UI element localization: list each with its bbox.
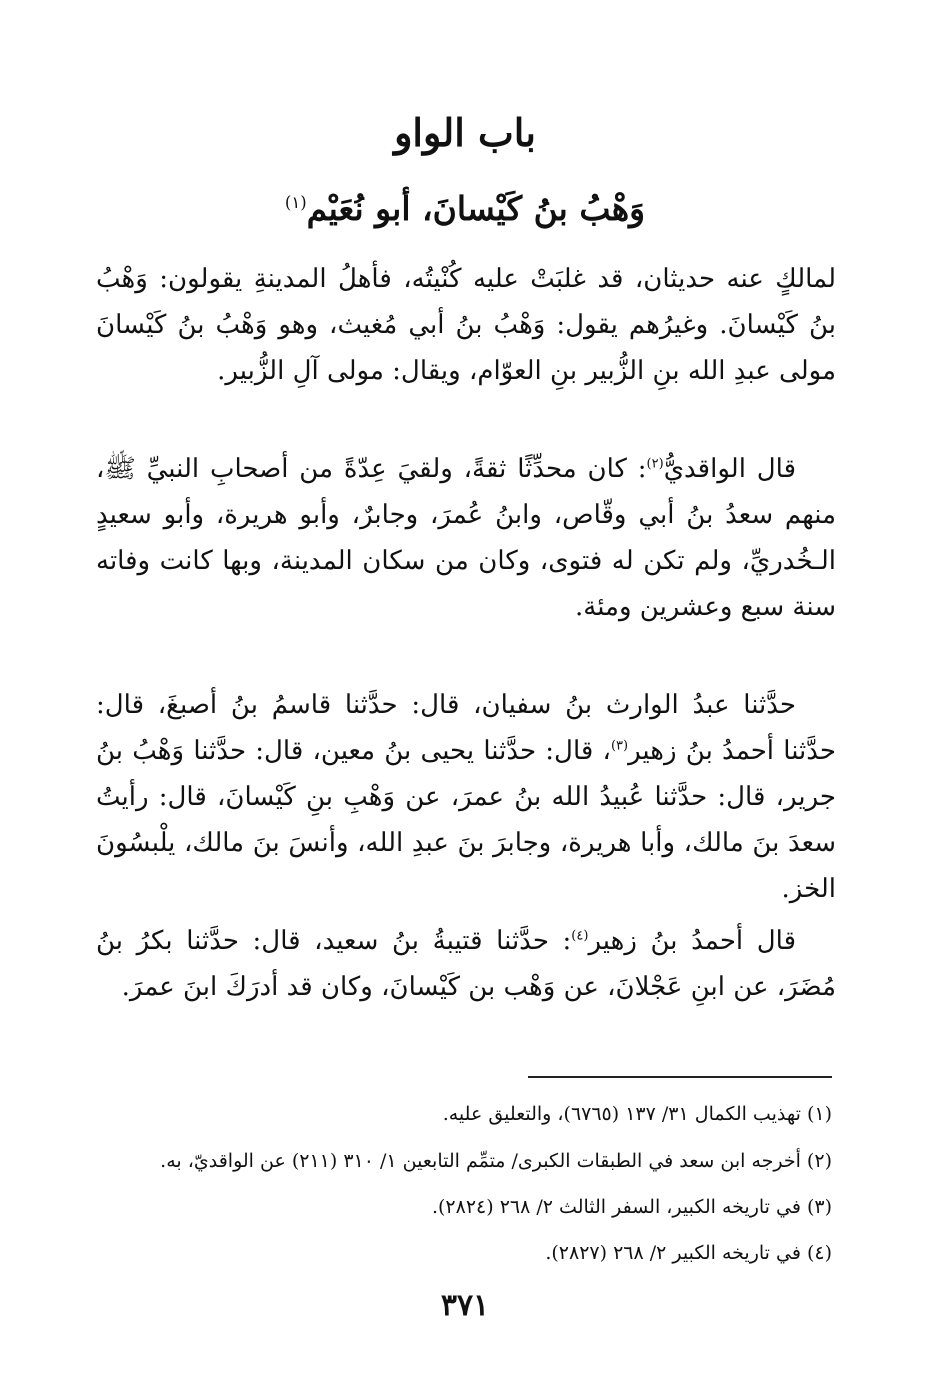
paragraph-text: : حدَّثنا قتيبةُ بنُ سعيد، قال: حدَّثنا بكرُ بنُ مُضَرَ، عن ابنِ عَجْلانَ، عن وَهْب بن كَيْسانَ، وكان قد أدرَكَ ابنَ عمرَ.	[96, 926, 836, 1002]
footnote-1: (١) تهذيب الكمال ٣١/ ١٣٧ (٦٧٦٥)، والتعليق عليه.	[442, 1103, 832, 1125]
paragraph-1	[96, 256, 836, 394]
footnote-ref-4: (٤)	[571, 928, 589, 944]
paragraph-text: قال الواقديُّ	[663, 454, 796, 484]
entry-title-footnote-ref: (١)	[284, 193, 307, 212]
paragraph-text: لمالكٍ عنه حديثان، قد غلبَتْ عليه كُنْيتُه، فأهلُ المدينةِ يقولون: وَهْبُ بنُ كَيْسانَ. وغيرُهم يقول: وَهْبُ بنُ أبي مُغيث، وهو وَهْبُ بنُ كَيْسانَ مولى عبدِ الله بنِ الزُّبير بنِ العوّام، ويقال: مولى آلِ الزُّبير.	[96, 264, 836, 386]
footnote-ref-3: (٣)	[610, 738, 629, 754]
paragraph-4	[96, 918, 836, 1010]
footnote-divider	[528, 1076, 832, 1078]
paragraph-text: قال أحمدُ بنُ زهير	[588, 926, 796, 956]
chapter-title: باب الواو	[394, 110, 536, 155]
entry-title-text: وَهْبُ بنُ كَيْسانَ، أبو نُعَيْم	[306, 189, 646, 228]
paragraph-2	[96, 446, 836, 630]
footnote-2: (٢) أخرجه ابن سعد في الطبقات الكبرى/ متمِّم التابعين ١/ ٣١٠ (٢١١) عن الواقديّ، به.	[160, 1150, 832, 1172]
footnote-3: (٣) في تاريخه الكبير، السفر الثالث ٢/ ٢٦٨ (٢٨٢٤).	[431, 1196, 832, 1218]
paragraph-3	[96, 682, 836, 912]
footnote-ref-2: (٢)	[646, 456, 664, 472]
paragraph-text: ، قال: حدَّثنا يحيى بنُ معين، قال: حدَّثنا وَهْبُ بنُ جرير، قال: حدَّثنا عُبيدُ الله بنُ عمرَ، عن وَهْبِ بنِ كَيْسانَ، قال: رأيتُ سعدَ بنَ مالك، وأبا هريرة، وجابرَ بنَ عبدِ الله، وأنسَ بنَ مالك، يلْبسُونَ الخز.	[96, 736, 836, 904]
footnote-4: (٤) في تاريخه الكبير ٢/ ٢٦٨ (٢٨٢٧).	[545, 1242, 832, 1264]
paragraph-text: حدَّثنا عبدُ الوارث بنُ سفيان، قال: حدَّثنا قاسمُ بنُ أصبغَ، قال: حدَّثنا أحمدُ بنُ زهير	[96, 690, 836, 766]
paragraph-text: : كان محدِّثًا ثقةً، ولقيَ عِدّةً من أصحابِ النبيِّ ﷺ، منهم سعدُ بنُ أبي وقّاص، وابنُ عُمرَ، وجابرٌ، وأبو هريرة، وأبو سعيدٍ الـخُدريِّ، ولم تكن له فتوى، وكان من سكان المدينة، وبها كانت وفاته سنة سبع وعشرين ومئة.	[96, 454, 836, 622]
page-number: ٣٧١	[440, 1288, 490, 1323]
entry-title	[0, 186, 930, 232]
